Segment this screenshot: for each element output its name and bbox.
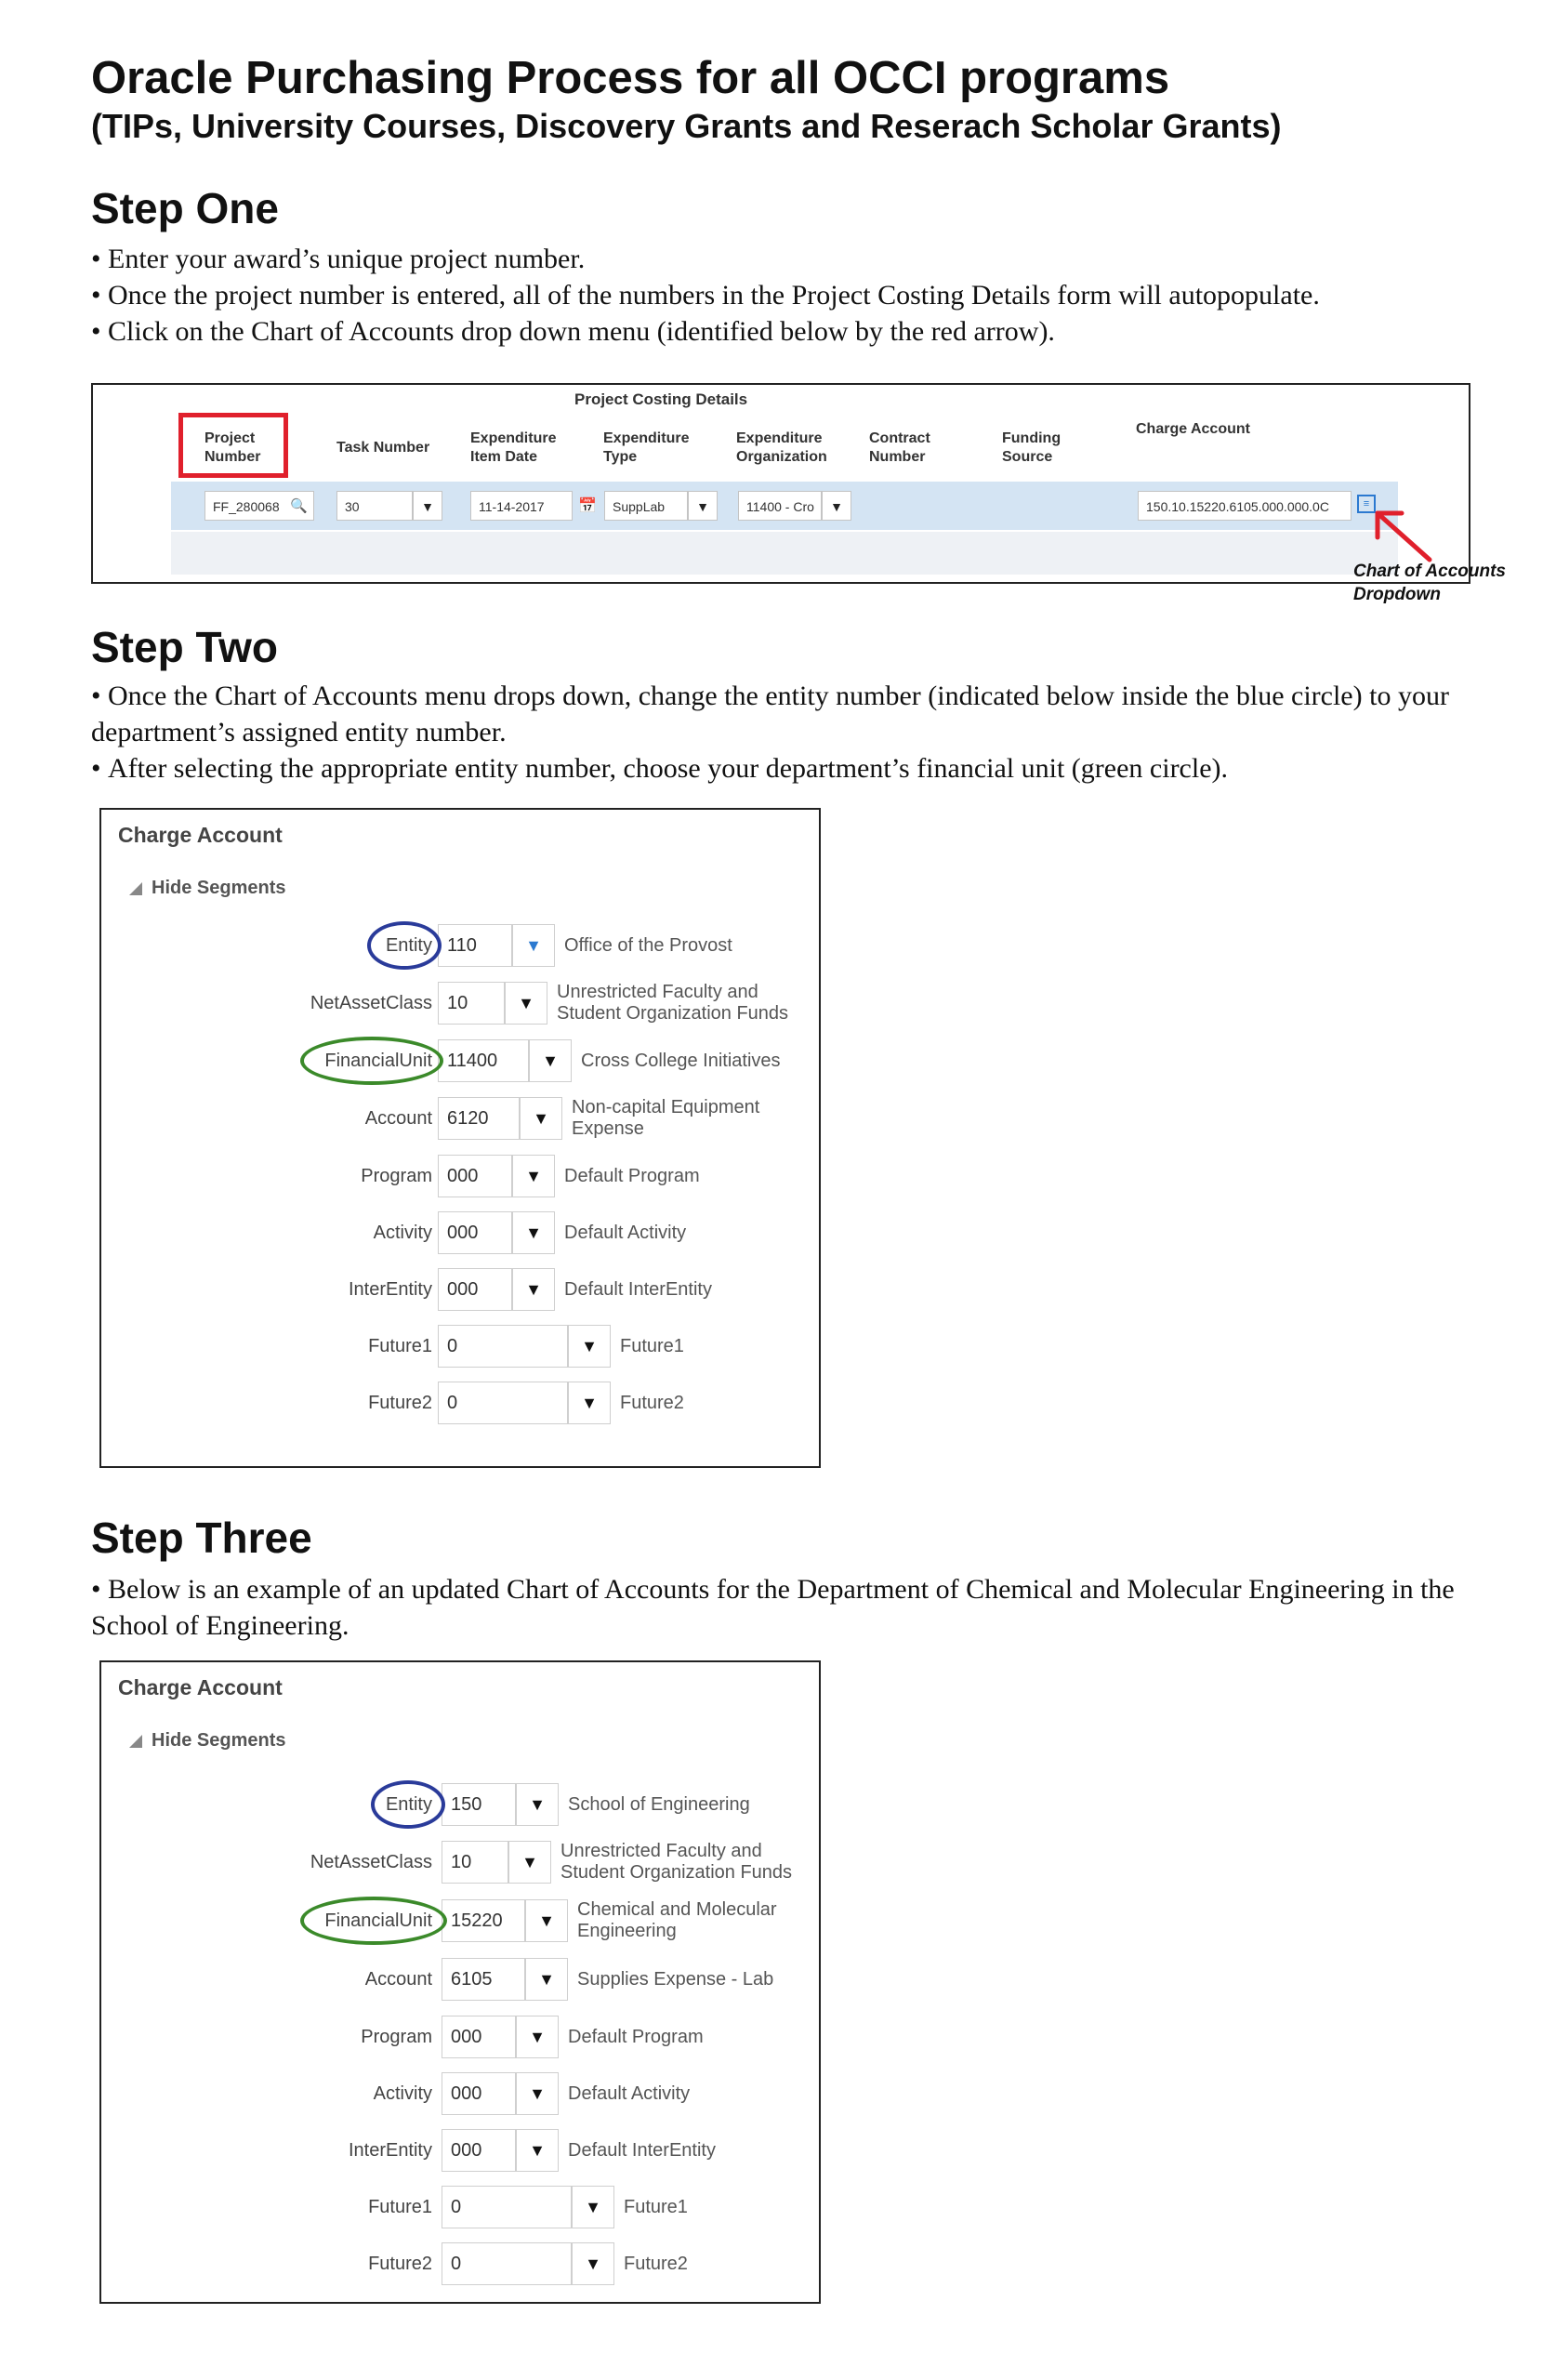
chevron-down-icon[interactable]: ▼ (568, 1382, 611, 1424)
segment-label: Entity (385, 935, 432, 956)
segment-label: InterEntity (348, 2140, 432, 2161)
step-three-heading: Step Three (91, 1514, 312, 1562)
header-expenditure-type: Expenditure Type (603, 430, 690, 465)
panel-title: Charge Account (118, 823, 283, 847)
chevron-down-icon[interactable]: ▼ (516, 2016, 559, 2058)
hide-segments-toggle[interactable]: Hide Segments (129, 878, 285, 899)
bullet: • After selecting the appropriate entity number, choose your department’s financial unit (green circle). (91, 750, 1457, 787)
chevron-down-icon[interactable]: ▼ (525, 1899, 568, 1942)
segment-label: Program (361, 1166, 432, 1186)
segment-input[interactable]: 110 (438, 924, 512, 967)
expenditure-type-field[interactable]: SuppLab (604, 491, 688, 521)
segment-program (101, 1155, 819, 1197)
segment-description: School of Engineering (568, 1793, 750, 1815)
task-number-field[interactable]: 30 (336, 491, 413, 521)
chevron-down-icon[interactable]: ▼ (572, 2242, 614, 2285)
chevron-down-icon[interactable]: ▼ (529, 1039, 572, 1082)
segment-input[interactable]: 000 (442, 2072, 516, 2115)
segment-input[interactable]: 000 (442, 2016, 516, 2058)
segment-description: Default InterEntity (568, 2139, 716, 2161)
chevron-down-icon[interactable]: ▼ (525, 1958, 568, 2001)
segment-future2 (101, 2242, 819, 2285)
chevron-down-icon[interactable]: ▼ (512, 1268, 555, 1311)
bullet: • Click on the Chart of Accounts drop down menu (identified below by the red arrow). (91, 313, 1457, 350)
segment-label: NetAssetClass (310, 1852, 432, 1872)
header-task-number: Task Number (336, 440, 430, 456)
segment-future1 (101, 1325, 819, 1368)
chevron-down-icon[interactable]: ▼ (516, 2129, 559, 2172)
segment-label: Entity (385, 1794, 432, 1815)
chevron-down-icon[interactable]: ▼ (822, 491, 851, 521)
chevron-down-icon[interactable]: ▼ (508, 1841, 551, 1884)
segment-description: Unrestricted Faculty and Student Organization Funds (560, 1841, 793, 1883)
charge-account-panel-step-two (99, 808, 821, 1468)
segment-input[interactable]: 000 (438, 1211, 512, 1254)
segment-financialunit (101, 1039, 819, 1082)
collapse-triangle-icon (129, 1735, 142, 1748)
segment-description: Unrestricted Faculty and Student Organization Funds (557, 982, 789, 1024)
segment-label: Activity (373, 1223, 432, 1243)
segment-label: Activity (373, 2083, 432, 2104)
segment-description: Default InterEntity (564, 1278, 712, 1300)
segment-label: NetAssetClass (310, 993, 432, 1013)
segment-description: Supplies Expense - Lab (577, 1968, 774, 1990)
form-row (171, 482, 1398, 530)
charge-account-field[interactable]: 150.10.15220.6105.000.000.0C (1138, 491, 1352, 521)
segment-interentity (101, 1268, 819, 1311)
entity-highlight-circle (371, 1780, 445, 1829)
step-one-bullets (91, 241, 1457, 350)
segment-description: Default Activity (568, 2082, 691, 2104)
chevron-down-icon[interactable]: ▼ (512, 924, 555, 967)
segment-input[interactable]: 0 (442, 2242, 572, 2285)
chevron-down-icon[interactable]: ▼ (505, 982, 547, 1025)
bullet: • Enter your award’s unique project number. (91, 241, 1457, 277)
segment-label: Future2 (368, 2254, 432, 2274)
segment-description: Future1 (624, 2196, 688, 2217)
segment-label: Future2 (368, 1393, 432, 1413)
red-arrow-icon (1370, 506, 1435, 563)
segment-label: FinancialUnit (324, 1051, 432, 1071)
expenditure-item-date-field[interactable] (470, 491, 573, 521)
segment-activity (101, 2072, 819, 2115)
collapse-triangle-icon (129, 882, 142, 895)
chevron-down-icon[interactable]: ▼ (520, 1097, 562, 1140)
financial-unit-highlight-circle (300, 1037, 443, 1085)
step-one-heading: Step One (91, 184, 279, 232)
search-icon[interactable]: 🔍 (290, 498, 308, 514)
chevron-down-icon[interactable]: ▼ (516, 1783, 559, 1826)
segment-label: InterEntity (348, 1279, 432, 1300)
step-two-heading: Step Two (91, 623, 279, 671)
segment-description: Default Program (564, 1165, 700, 1186)
segment-label: Account (364, 1108, 432, 1129)
segment-description: Future1 (620, 1335, 684, 1356)
segment-input[interactable]: 0 (442, 2186, 572, 2228)
step-three-bullets (91, 1571, 1457, 1644)
segment-netassetclass (101, 1841, 819, 1884)
project-number-value: FF_280068 (213, 499, 280, 514)
chevron-down-icon[interactable]: ▼ (688, 491, 718, 521)
segment-input[interactable]: 0 (438, 1382, 568, 1424)
segment-label: Future1 (368, 1336, 432, 1356)
chevron-down-icon[interactable]: ▼ (512, 1155, 555, 1197)
financial-unit-highlight-circle (300, 1897, 447, 1945)
header-expenditure-organization: Expenditure Organization (736, 430, 827, 465)
segment-account (101, 1097, 819, 1140)
calendar-icon[interactable]: 📅 (578, 498, 597, 514)
expenditure-item-date-value: 11-14-2017 (479, 499, 545, 514)
charge-account-panel-step-three (99, 1660, 821, 2304)
segment-description: Cross College Initiatives (581, 1050, 781, 1071)
chart-of-accounts-caption: Chart of Accounts Dropdown (1353, 562, 1506, 604)
segment-activity (101, 1211, 819, 1254)
segment-description: Chemical and Molecular Engineering (577, 1899, 777, 1941)
project-costing-details-screenshot (91, 383, 1470, 584)
segment-program (101, 2016, 819, 2058)
chevron-down-icon[interactable]: ▼ (413, 491, 442, 521)
segment-input[interactable]: 0 (438, 1325, 568, 1368)
bullet: • Once the project number is entered, all of the numbers in the Project Costing Details form will autopopulate. (91, 277, 1457, 313)
document-title: Oracle Purchasing Process for all OCCI programs (91, 53, 1170, 103)
header-charge-account: Charge Account (1136, 421, 1250, 437)
expenditure-organization-field[interactable]: 11400 - Cro (738, 491, 822, 521)
segment-entity (101, 924, 819, 967)
segment-input[interactable]: 10 (442, 1841, 508, 1884)
header-expenditure-item-date: Expenditure Item Date (470, 430, 557, 465)
bullet: • Below is an example of an updated Chart of Accounts for the Department of Chemical and Molecular Engineering in the School of Engineering. (91, 1571, 1457, 1644)
segment-description: Future2 (624, 2253, 688, 2274)
segment-netassetclass (101, 982, 819, 1025)
header-project-number: Project Number (204, 430, 261, 465)
segment-input[interactable]: 000 (438, 1155, 512, 1197)
bullet: • Once the Chart of Accounts menu drops down, change the entity number (indicated below inside the blue circle) to your department’s assigned entity number. (91, 678, 1457, 750)
header-contract-number: Contract Number (869, 430, 930, 465)
segment-entity (101, 1783, 819, 1826)
segment-input[interactable]: 150 (442, 1783, 516, 1826)
chevron-down-icon[interactable]: ▼ (572, 2186, 614, 2228)
chevron-down-icon[interactable]: ▼ (516, 2072, 559, 2115)
segment-input[interactable]: 000 (442, 2129, 516, 2172)
segment-future2 (101, 1382, 819, 1424)
chevron-down-icon[interactable]: ▼ (512, 1211, 555, 1254)
segment-label: FinancialUnit (324, 1911, 432, 1931)
chevron-down-icon[interactable]: ▼ (568, 1325, 611, 1368)
segment-input[interactable]: 6105 (442, 1958, 525, 2001)
segment-account (101, 1958, 819, 2001)
segment-input[interactable]: 11400 (438, 1039, 529, 1082)
segment-description: Default Program (568, 2026, 704, 2047)
segment-interentity (101, 2129, 819, 2172)
segment-input[interactable]: 15220 (442, 1899, 525, 1942)
form-title: Project Costing Details (574, 390, 748, 408)
project-number-field[interactable] (204, 491, 314, 521)
entity-highlight-circle (367, 921, 442, 970)
segment-description: Default Activity (564, 1222, 687, 1243)
form-row-empty (171, 532, 1398, 575)
hide-segments-toggle[interactable]: Hide Segments (129, 1730, 285, 1752)
segment-financialunit (101, 1899, 819, 1942)
panel-title: Charge Account (118, 1675, 283, 1699)
segment-label: Account (364, 1969, 432, 1990)
segment-input[interactable]: 10 (438, 982, 505, 1025)
segment-label: Program (361, 2027, 432, 2047)
document-subtitle: (TIPs, University Courses, Discovery Grants and Reserach Scholar Grants) (91, 107, 1282, 145)
segment-input[interactable]: 6120 (438, 1097, 520, 1140)
segment-label: Future1 (368, 2197, 432, 2217)
project-number-highlight-box (178, 413, 288, 478)
segment-input[interactable]: 000 (438, 1268, 512, 1311)
segment-description: Office of the Provost (564, 934, 732, 956)
step-two-bullets (91, 678, 1457, 787)
header-funding-source: Funding Source (1002, 430, 1062, 465)
segment-description: Non-capital Equipment Expense (572, 1097, 760, 1139)
segment-description: Future2 (620, 1392, 684, 1413)
segment-future1 (101, 2186, 819, 2228)
chart-of-accounts-dropdown-icon[interactable]: ≡ (1357, 495, 1376, 513)
